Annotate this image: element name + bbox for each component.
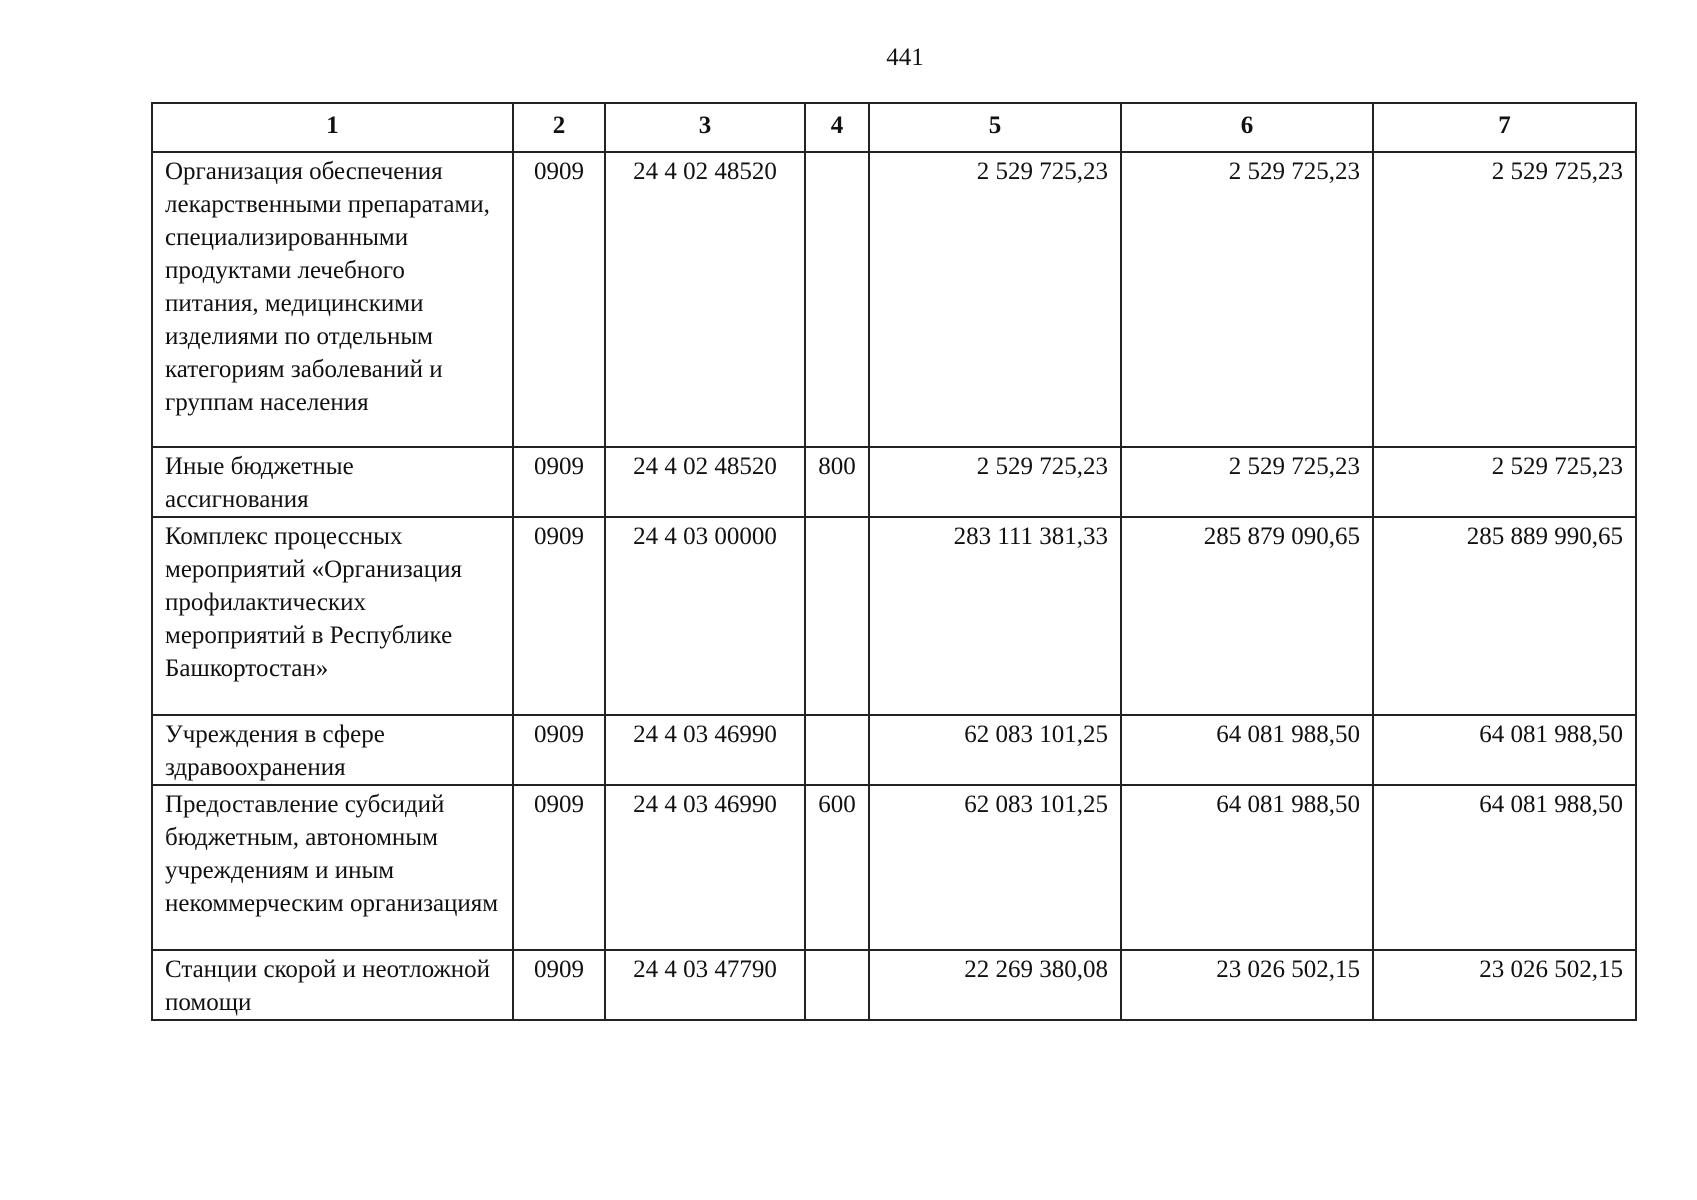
row-type — [805, 715, 869, 785]
budget-table — [151, 102, 1637, 1021]
row-section: 0909 — [513, 950, 605, 1020]
row-value-1: 22 269 380,08 — [869, 950, 1121, 1020]
row-section: 0909 — [513, 447, 605, 517]
table-row — [152, 517, 1636, 715]
row-type: 800 — [805, 447, 869, 517]
row-name: Станции скорой и неотложной помощи — [152, 950, 513, 1020]
header-col-7: 7 — [1373, 103, 1636, 152]
table-row — [152, 447, 1636, 517]
row-value-1: 2 529 725,23 — [869, 152, 1121, 447]
row-value-1: 62 083 101,25 — [869, 715, 1121, 785]
table-row — [152, 950, 1636, 1020]
row-value-1: 62 083 101,25 — [869, 785, 1121, 950]
row-type: 600 — [805, 785, 869, 950]
row-value-3: 64 081 988,50 — [1373, 715, 1636, 785]
header-col-5: 5 — [869, 103, 1121, 152]
header-col-6: 6 — [1121, 103, 1373, 152]
header-col-4: 4 — [805, 103, 869, 152]
row-value-2: 2 529 725,23 — [1121, 152, 1373, 447]
row-section: 0909 — [513, 785, 605, 950]
row-value-3: 2 529 725,23 — [1373, 447, 1636, 517]
row-value-2: 23 026 502,15 — [1121, 950, 1373, 1020]
row-value-1: 283 111 381,33 — [869, 517, 1121, 715]
row-type — [805, 152, 869, 447]
row-name: Предоставление субсидий бюджетным, автономным учреждениям и иным некоммерческим организациям — [152, 785, 513, 950]
row-value-2: 285 879 090,65 — [1121, 517, 1373, 715]
header-col-2: 2 — [513, 103, 605, 152]
row-code: 24 4 02 48520 — [605, 447, 805, 517]
row-value-3: 23 026 502,15 — [1373, 950, 1636, 1020]
row-value-2: 64 081 988,50 — [1121, 785, 1373, 950]
row-value-1: 2 529 725,23 — [869, 447, 1121, 517]
table-row — [152, 785, 1636, 950]
row-type — [805, 517, 869, 715]
row-code: 24 4 03 46990 — [605, 715, 805, 785]
row-type — [805, 950, 869, 1020]
table-row — [152, 152, 1636, 447]
row-code: 24 4 03 00000 — [605, 517, 805, 715]
row-value-2: 2 529 725,23 — [1121, 447, 1373, 517]
row-section: 0909 — [513, 517, 605, 715]
header-row — [152, 103, 1636, 152]
page-number: 441 — [886, 44, 924, 71]
header-col-1: 1 — [152, 103, 513, 152]
row-code: 24 4 03 47790 — [605, 950, 805, 1020]
row-value-3: 285 889 990,65 — [1373, 517, 1636, 715]
row-value-3: 64 081 988,50 — [1373, 785, 1636, 950]
row-name: Учреждения в сфере здравоохранения — [152, 715, 513, 785]
table-row — [152, 715, 1636, 785]
row-value-3: 2 529 725,23 — [1373, 152, 1636, 447]
row-code: 24 4 03 46990 — [605, 785, 805, 950]
row-code: 24 4 02 48520 — [605, 152, 805, 447]
header-col-3: 3 — [605, 103, 805, 152]
row-name: Комплекс процессных мероприятий «Организация профилактических мероприятий в Республике Башкортостан» — [152, 517, 513, 715]
row-name: Иные бюджетные ассигнования — [152, 447, 513, 517]
row-section: 0909 — [513, 152, 605, 447]
row-section: 0909 — [513, 715, 605, 785]
row-value-2: 64 081 988,50 — [1121, 715, 1373, 785]
row-name: Организация обеспечения лекарственными препаратами, специализированными продуктами лечебного питания, медицинскими изделиями по отдельным категориям заболеваний и группам населения — [152, 152, 513, 447]
